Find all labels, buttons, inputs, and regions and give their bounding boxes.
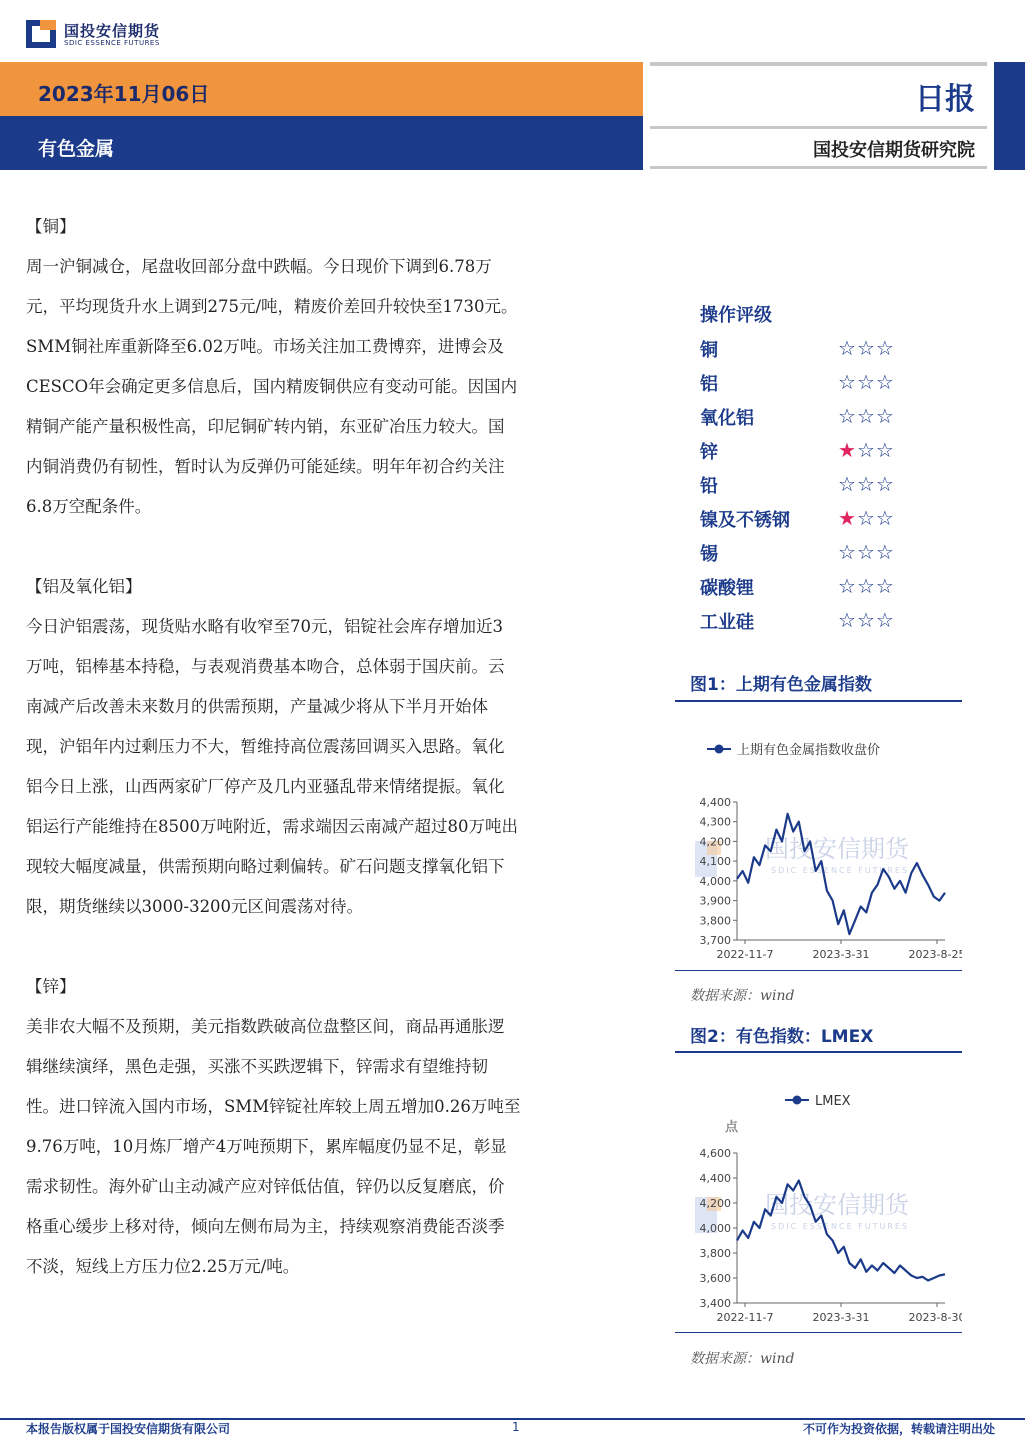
report-sector: 有色金属 [38,138,115,160]
figure-2-rule [675,1051,962,1053]
y-tick-label: 3,700 [699,934,731,947]
chart-1-svg [675,725,962,970]
page-number: 1 [512,1420,520,1434]
star-rating-icon [838,438,895,462]
figure-2-source: 数据来源：wind [690,1351,795,1367]
y-tick-label: 4,400 [699,1172,731,1185]
star-empty-icon: ☆ [838,608,857,632]
star-empty-icon: ☆ [838,404,857,428]
rating-row [700,608,910,642]
star-empty-icon: ☆ [875,472,895,496]
watermark-text-en: SDIC ESSENCE FUTURES [771,866,910,875]
paragraph-line: CESCO年会确定更多信息后，国内精废铜供应有变动可能。因国内 [26,377,518,396]
paragraph-line: 内铜消费仍有韧性，暂时认为反弹仍可能延续。明年年初合约关注 [26,457,505,476]
paragraph-line: 6.8万空配条件。 [26,497,152,516]
x-tick-label: 2023-8-30 [908,1311,962,1324]
report-type: 日报 [915,82,975,117]
y-tick-label: 3,800 [699,914,731,928]
figure-1-source: 数据来源：wind [690,988,795,1004]
y-tick-label: 4,300 [699,815,731,829]
paragraph-line: 精铜产能产量积极性高，印尼铜矿转内销，东亚矿冶压力较大。国 [26,417,505,436]
watermark-text: 国投安信期货 [765,1191,909,1219]
divider [650,166,987,169]
star-rating-icon [838,608,895,632]
side-accent [994,62,1025,170]
paragraph-line: 现，沪铝年内过剩压力不大，暂维持高位震荡回调买入思路。氧化 [26,737,505,756]
rating-row [700,404,910,438]
section-title: 【锌】 [26,977,76,996]
legend-label: 上期有色金属指数收盘价 [737,743,881,758]
figure-2-title: 图2：有色指数：LMEX [690,1027,874,1047]
watermark-text: 国投安信期货 [765,835,909,863]
institute-name: 国投安信期货研究院 [813,140,975,161]
star-empty-icon: ☆ [856,540,876,564]
star-empty-icon: ☆ [856,336,876,360]
y-tick-label: 3,900 [699,894,731,908]
rating-name: 氧化铝 [700,408,754,429]
star-empty-icon: ☆ [875,336,895,360]
paragraph-line: 性。进口锌流入国内市场，SMM锌锭社库较上周五增加0.26万吨至 [26,1097,521,1116]
paragraph-line: 今日沪铝震荡，现货贴水略有收窄至70元，铝锭社会库存增加近3 [26,617,503,636]
star-rating-icon [838,574,895,598]
star-empty-icon: ☆ [856,370,876,394]
y-tick-label: 4,100 [699,855,731,869]
figure-1-title: 图1：上期有色金属指数 [690,675,872,695]
rating-row [700,574,910,608]
rating-name: 工业硅 [700,612,754,633]
star-empty-icon: ☆ [838,336,857,360]
paragraph-line: 辑继续演绎，黑色走强，买涨不买跌逻辑下，锌需求有望维持韧 [26,1057,488,1076]
star-empty-icon: ☆ [838,472,857,496]
section-aluminium [26,567,608,927]
star-empty-icon: ☆ [838,574,857,598]
paragraph-line: 万吨，铝棒基本持稳，与表观消费基本吻合，总体弱于国庆前。云 [26,657,505,676]
section-title: 【铜】 [26,217,76,236]
star-rating-icon [838,506,895,530]
paragraph-line: 需求韧性。海外矿山主动减产应对锌低估值，锌仍以反复磨底，价 [26,1177,505,1196]
x-tick-label: 2023-8-25 [908,948,962,961]
logo-name-en: SDIC ESSENCE FUTURES [64,39,160,47]
figure-1-chart [675,725,962,970]
y-tick-label: 4,400 [699,796,731,809]
y-tick-label: 3,400 [699,1297,731,1310]
rating-row [700,472,910,506]
chart-2-svg [675,1080,962,1332]
paragraph-line: 周一沪铜减仓，尾盘收回部分盘中跌幅。今日现价下调到6.78万 [26,257,492,276]
y-tick-label: 4,600 [699,1147,731,1160]
x-tick-label: 2023-3-31 [812,948,870,961]
x-tick-label: 2022-11-7 [716,1311,774,1324]
star-empty-icon: ☆ [838,370,857,394]
divider [650,126,987,129]
star-filled-icon: ★ [838,506,857,530]
y-tick-label: 3,800 [699,1247,731,1260]
y-tick-label: 4,200 [699,1197,731,1210]
star-empty-icon: ☆ [875,506,895,530]
paragraph-line: 南减产后改善未来数月的供需预期，产量减少将从下半月开始体 [26,697,488,716]
figure-1-bottom-rule [675,970,962,971]
report-date: 2023年11月06日 [38,82,210,106]
y-axis-unit-label: 点 [725,1120,739,1135]
section-zinc [26,967,608,1287]
legend-marker [793,1096,802,1105]
section-title: 【铝及氧化铝】 [26,577,142,596]
paragraph-line: 美非农大幅不及预期，美元指数跌破高位盘整区间，商品再通胀逻 [26,1017,505,1036]
x-tick-label: 2023-3-31 [812,1311,870,1324]
y-tick-label: 4,000 [699,1222,731,1235]
star-empty-icon: ☆ [875,404,895,428]
watermark-text-en: SDIC ESSENCE FUTURES [771,1222,910,1231]
figure-1-rule [675,700,962,702]
legend-label: LMEX [815,1094,851,1109]
star-empty-icon: ☆ [856,404,876,428]
star-rating-icon [838,540,895,564]
footer-copyright: 本报告版权属于国投安信期货有限公司 [26,1422,231,1436]
rating-row [700,506,910,540]
star-empty-icon: ☆ [875,574,895,598]
paragraph-line: 铝运行产能维持在8500万吨附近，需求端因云南减产超过80万吨出 [26,817,518,836]
section-copper [26,207,608,527]
logo-name: 国投安信期货 [64,22,161,40]
star-rating-icon [838,370,895,394]
figure-2-bottom-rule [675,1332,962,1333]
star-rating-icon [838,472,895,496]
rating-row [700,370,910,404]
star-empty-icon: ☆ [856,574,876,598]
paragraph-line: SMM铜社库重新降至6.02万吨。市场关注加工费博弈，进博会及 [26,337,504,356]
divider [650,62,987,66]
paragraph-line: 现较大幅度减量，供需预期向略过剩偏转。矿石问题支撑氧化铝下 [26,857,505,876]
star-rating-icon [838,336,895,360]
star-empty-icon: ☆ [875,438,895,462]
star-empty-icon: ☆ [856,506,876,530]
rating-name: 碳酸锂 [700,578,754,599]
rating-name: 铜 [700,340,718,361]
star-empty-icon: ☆ [875,540,895,564]
company-logo-icon [26,20,56,48]
rating-name: 锌 [700,442,718,463]
paragraph-line: 限，期货继续以3000-3200元区间震荡对待。 [26,897,364,916]
x-tick-label: 2022-11-7 [716,948,774,961]
star-rating-icon [838,404,895,428]
rating-title: 操作评级 [700,305,772,326]
star-filled-icon: ★ [838,438,857,462]
figure-2-chart [675,1080,962,1332]
star-empty-icon: ☆ [838,540,857,564]
paragraph-line: 元，平均现货升水上调到275元/吨，精废价差回升较快至1730元。 [26,297,518,316]
rating-row [700,540,910,574]
legend-marker [715,745,724,754]
rating-name: 锡 [700,544,718,565]
y-tick-label: 4,000 [699,874,731,888]
footer-disclaimer: 不可作为投资依据，转载请注明出处 [802,1422,995,1436]
paragraph-line: 不淡，短线上方压力位2.25万元/吨。 [26,1257,300,1276]
rating-name: 镍及不锈钢 [700,510,790,531]
paragraph-line: 9.76万吨，10月炼厂增产4万吨预期下，累库幅度仍显不足，彰显 [26,1137,507,1156]
star-empty-icon: ☆ [875,608,895,632]
rating-row [700,336,910,370]
rating-row [700,438,910,472]
star-empty-icon: ☆ [856,472,876,496]
y-tick-label: 4,200 [699,835,731,849]
paragraph-line: 铝今日上涨，山西两家矿厂停产及几内亚骚乱带来情绪提振。氧化 [26,777,505,796]
rating-name: 铝 [700,374,718,395]
rating-name: 铅 [700,476,718,497]
star-empty-icon: ☆ [856,438,876,462]
y-tick-label: 3,600 [699,1272,731,1285]
paragraph-line: 格重心缓步上移对待，倾向左侧布局为主，持续观察消费能否淡季 [26,1217,505,1236]
star-empty-icon: ☆ [856,608,876,632]
star-empty-icon: ☆ [875,370,895,394]
